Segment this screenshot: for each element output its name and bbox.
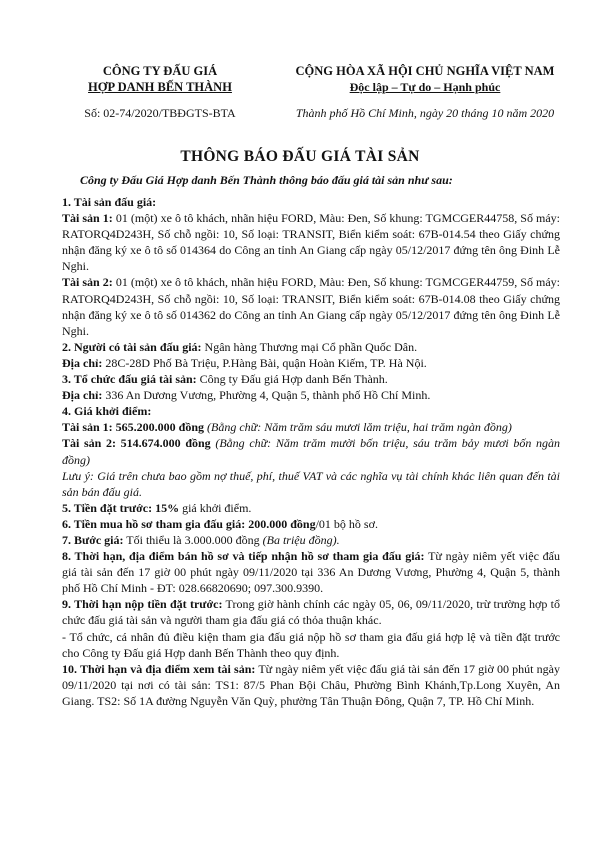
section-9 (62, 596, 560, 628)
document-number: Số: 02-74/2020/TBĐGTS-BTA (84, 106, 236, 120)
intro-line: Công ty Đấu Giá Hợp danh Bến Thành thông báo đấu giá tài sản như sau: (80, 173, 453, 187)
section-4-heading: 4. Giá khởi điểm: (62, 404, 152, 419)
section-9-text: Trong giờ hành chính các ngày 05, 06, 09/11/2020, trừ trường hợp tổ chức đấu giá tài sản và người tham gia đấu giá có thỏa thuận khác. (62, 597, 561, 628)
price-1-label: Tài sản 1: 565.200.000 đồng (62, 420, 205, 435)
section-3-label: 3. Tổ chức đấu giá tài sản: (62, 372, 197, 387)
company-name-line2: HỢP DANH BẾN THÀNH (88, 80, 232, 94)
section-10 (62, 661, 560, 709)
asset-2-label: Tài sản 2: (62, 275, 113, 290)
section-2-address-label: Địa chỉ: (62, 355, 103, 370)
section-5-label: 5. Tiền đặt trước: 15% (62, 500, 180, 515)
section-1-heading: 1. Tài sản đấu giá: (62, 195, 157, 209)
company-name-line1: CÔNG TY ĐẤU GIÁ (102, 64, 218, 78)
price-2-paragraph (62, 435, 560, 467)
asset-2-paragraph (62, 274, 560, 338)
asset-1-description: 01 (một) xe ô tô khách, nhãn hiệu FORD, Màu: Đen, Số khung: TGMCGER44758, Số máy: RATORQ4D243H, Số chỗ ngồi: 10, Số loại: TRANSIT, Biển kiểm soát: 67B-014.54 theo Giấy chứng nhận đăng ký xe ô tô số 014364 do Công an tỉnh An Giang cấp ngày 05/12/2017 đứng tên ông Đinh Lễ Nghi. (62, 211, 560, 274)
section-5-text: giá khởi điểm. (179, 500, 252, 515)
section-3-text: Công ty Đấu giá Hợp danh Bến Thành. (196, 372, 388, 387)
price-1-words: (Bằng chữ: Năm trăm sáu mươi lăm triệu, hai trăm ngàn đồng) (204, 420, 512, 435)
asset-1-paragraph (62, 210, 560, 274)
notice-body (62, 194, 560, 709)
document-title: THÔNG BÁO ĐẤU GIÁ TÀI SẢN (180, 148, 420, 165)
price-1-paragraph (62, 419, 560, 435)
price-note: Lưu ý: Giá trên chưa bao gồm nợ thuế, phí, thuế VAT và các nghĩa vụ tài chính khác liên quan đến tài sản bán đấu giá. (62, 468, 560, 499)
section-2-address-text: 28C-28D Phố Bà Triệu, P.Hàng Bài, quận Hoàn Kiếm, TP. Hà Nội. (102, 355, 427, 370)
issuer-block (70, 63, 250, 121)
asset-1-label: Tài sản 1: (62, 211, 113, 226)
section-5 (62, 500, 560, 516)
section-3-address (62, 387, 560, 403)
section-6-label: 6. Tiền mua hồ sơ tham gia đấu giá: 200.000 đồng (62, 516, 316, 531)
section-10-label: 10. Thời hạn và địa điểm xem tài sản: (62, 661, 256, 676)
section-3-address-label: Địa chỉ: (62, 388, 103, 403)
section-8 (62, 548, 560, 596)
section-7-text: Tối thiểu là 3.000.000 đồng (123, 532, 263, 547)
nation-name: CỘNG HÒA XÃ HỘI CHỦ NGHĨA VIỆT NAM (295, 64, 555, 78)
place-and-date: Thành phố Hồ Chí Minh, ngày 20 tháng 10 năm 2020 (295, 106, 555, 120)
section-6 (62, 516, 560, 532)
section-3-address-text: 336 An Dương Vương, Phường 4, Quận 5, thành phố Hồ Chí Minh. (102, 388, 431, 403)
section-7-words: (Ba triệu đồng). (262, 532, 340, 547)
section-10-text: Từ ngày niêm yết việc đấu giá tài sản đến 17 giờ 00 phút ngày 09/11/2020 tại nơi có tài sản: TS1: 87/5 Phan Bội Châu, Phường Bình Khánh,Tp.Long Xuyên, An Giang. TS2: Số 1A đường Nguyễn Văn Quỳ, phường Tân Thuận Đông, Quận 7, TP. Hồ Chí Minh. (62, 661, 560, 708)
asset-2-description: 01 (một) xe ô tô khách, nhãn hiệu FORD, Màu: Đen, Số khung: TGMCGER44759, Số máy: RATORQ4D243H, Số chỗ ngồi: 10, Số loại: TRANSIT, Biển kiểm soát: 67B-014.08 theo Giấy chứng nhận đăng ký xe ô tô số 014362 do Công an tỉnh An Giang cấp ngày 05/12/2017 đứng tên ông Đinh Lễ Nghi. (62, 275, 560, 338)
section-2 (62, 339, 560, 355)
section-2-label: 2. Người có tài sản đấu giá: (62, 339, 202, 354)
section-2-text: Ngân hàng Thương mại Cổ phần Quốc Dân. (201, 339, 418, 354)
price-2-words: (Bằng chữ: Năm trăm mười bốn triệu, sáu trăm bảy mươi bốn ngàn đồng) (62, 436, 561, 467)
section-7-label: 7. Bước giá: (62, 532, 124, 547)
section-9-note: - Tổ chức, cá nhân đủ điều kiện tham gia đấu giá nộp hồ sơ tham gia đấu giá hợp lệ và tiền đặt trước cho Công ty Đấu giá Hợp danh Bến Thành theo quy định. (62, 629, 560, 660)
national-motto: Độc lập – Tự do – Hạnh phúc (349, 80, 501, 94)
section-7 (62, 532, 560, 548)
price-2-label: Tài sản 2: 514.674.000 đồng (62, 436, 211, 451)
section-8-text: Từ ngày niêm yết việc đấu giá tài sản đến 17 giờ 00 phút ngày 09/11/2020 tại 336 An Dương Vương, Phường 4, Quận 5, thành phố Hồ Chí Minh - ĐT: 028.66820690; 097.300.9390. (62, 549, 560, 596)
section-6-text: /01 bộ hồ sơ. (315, 516, 378, 531)
national-header (270, 63, 580, 121)
section-9-label: 9. Thời hạn nộp tiền đặt trước: (62, 597, 223, 612)
section-2-address (62, 355, 560, 371)
section-3 (62, 371, 560, 387)
section-8-label: 8. Thời hạn, địa điểm bán hồ sơ và tiếp nhận hồ sơ tham gia đấu giá: (62, 549, 425, 564)
